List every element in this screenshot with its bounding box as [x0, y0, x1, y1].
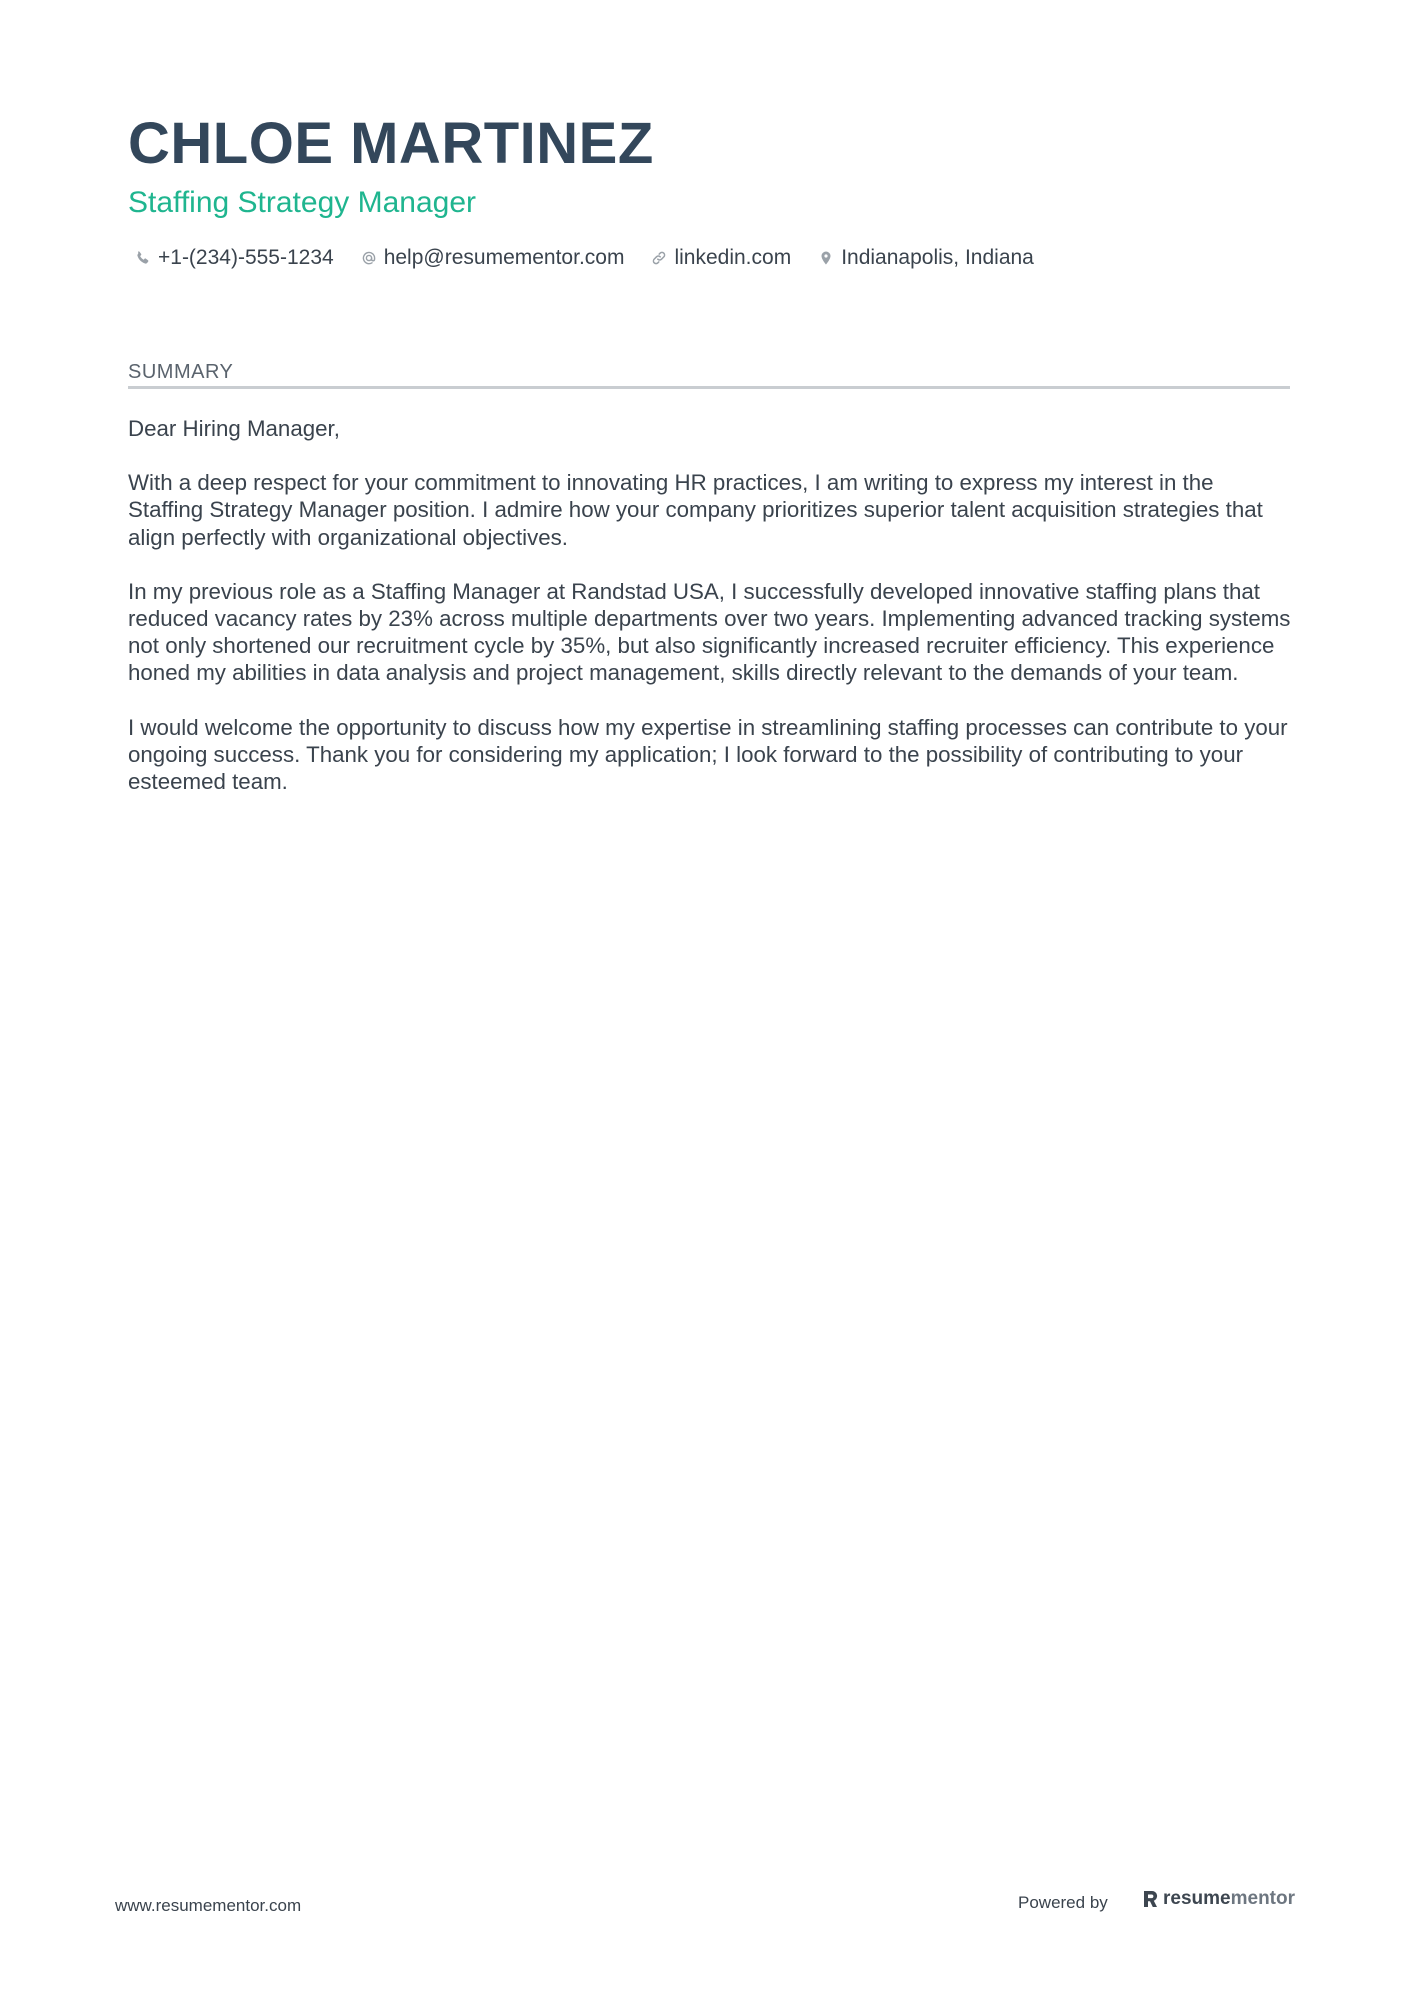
contact-bar	[134, 246, 1060, 270]
phone-text: +1-(234)-555-1234	[158, 246, 334, 269]
summary-heading: SUMMARY	[128, 361, 234, 383]
letter-paragraph: I would welcome the opportunity to discuss how my expertise in streamlining staffing processes can contribute to your ongoing success. Thank you for considering my application; I look forward to the possibility of contributing to your esteemed team.	[128, 714, 1288, 795]
footer-website[interactable]: www.resumementor.com	[115, 1896, 302, 1915]
letter-body	[128, 415, 1293, 822]
resumementor-logo-icon	[1142, 1888, 1160, 1910]
letter-paragraph: In my previous role as a Staffing Manager at Randstad USA, I successfully developed innovative staffing plans that reduced vacancy rates by 23% across multiple departments over two years. Implementing advanced tracking systems not only shortened our recruitment cycle by 35%, but also significantly increased recruiter efficiency. This experience honed my abilities in data analysis and project management, skills directly relevant to the demands of your team.	[128, 578, 1291, 686]
powered-by-label: Powered by	[1018, 1893, 1108, 1912]
link-icon	[650, 249, 668, 267]
location-pin-icon	[817, 249, 835, 267]
contact-linkedin	[650, 246, 791, 270]
brand-logo[interactable]	[1142, 1888, 1295, 1910]
linkedin-text: linkedin.com	[674, 246, 792, 269]
location-text: Indianapolis, Indiana	[841, 246, 1034, 269]
contact-phone	[134, 246, 334, 270]
at-icon	[360, 249, 378, 267]
job-title: Staffing Strategy Manager	[128, 186, 476, 219]
salutation: Dear Hiring Manager,	[128, 416, 340, 441]
brand-name-mentor: mentor	[1230, 1888, 1296, 1909]
brand-name-resume: resume	[1163, 1888, 1231, 1909]
contact-location	[817, 246, 1034, 270]
phone-icon	[134, 249, 152, 267]
letter-paragraph: With a deep respect for your commitment to innovating HR practices, I am writing to express my interest in the Staffing Strategy Manager position. I admire how your company prioritizes superior talent acquisition strategies that align perfectly with organizational objectives.	[128, 470, 1263, 550]
candidate-name: CHLOE MARTINEZ	[128, 111, 654, 176]
contact-email	[360, 246, 625, 270]
email-text: help@resumementor.com	[383, 246, 625, 269]
section-divider	[128, 386, 1290, 389]
